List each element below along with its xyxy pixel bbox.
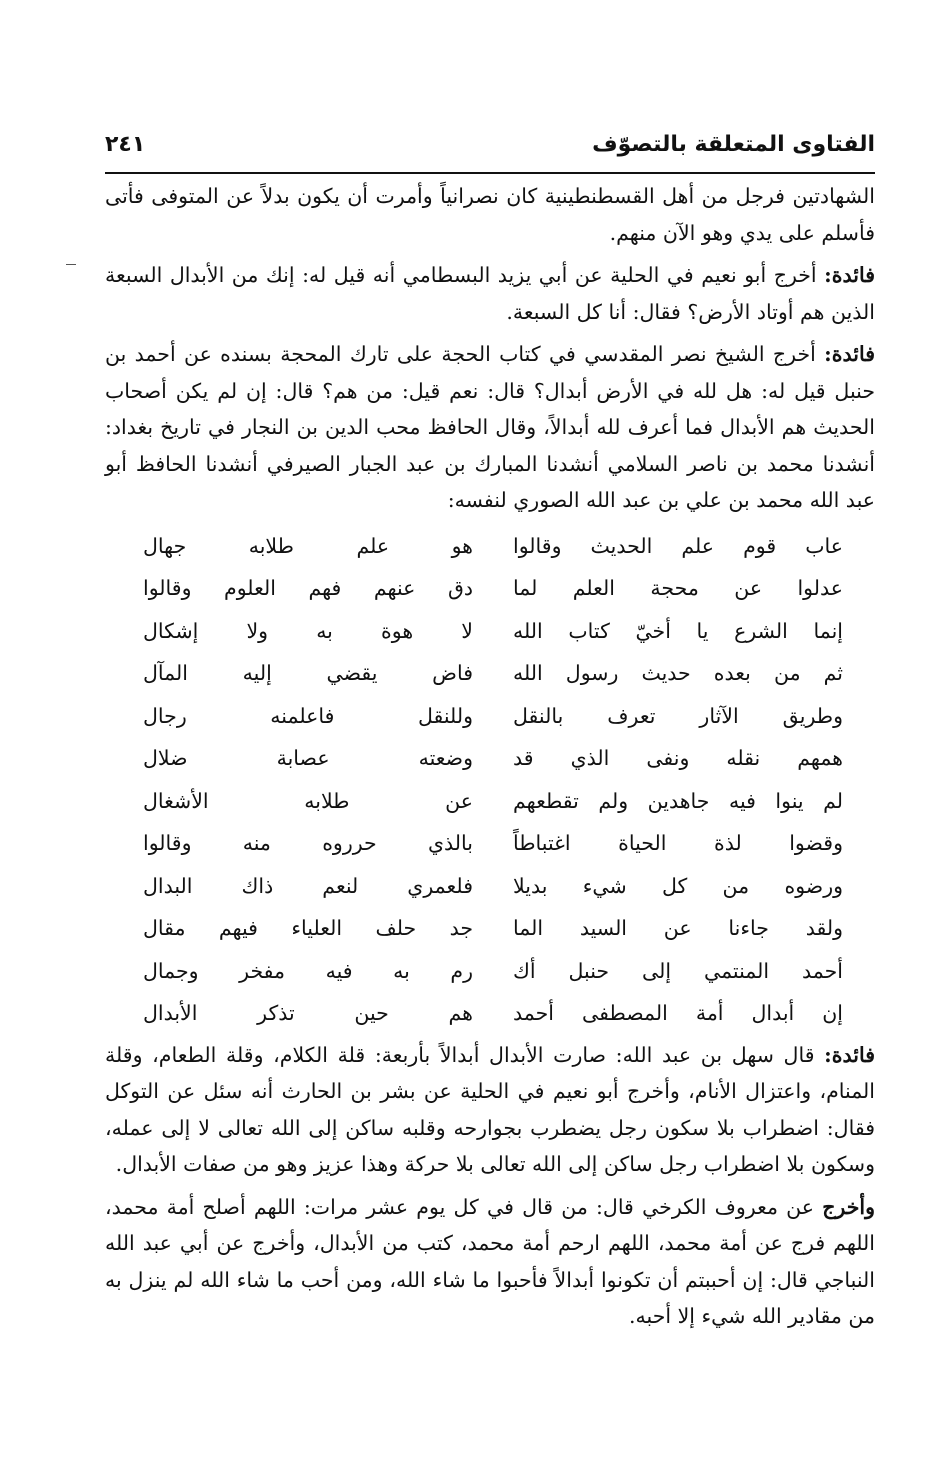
paragraph-karkhi — [105, 1189, 875, 1335]
page-body — [105, 178, 875, 1341]
verse-second-half: لا هوة به ولا إشكال — [143, 618, 473, 643]
page-number: ٢٤١ — [105, 132, 146, 157]
paragraph-text: الشهادتين فرجل من أهل القسطنطينية كان نصرانياً وأمرت أن يكون بدلاً عن المتوفى فأتى فأسلم على يدي وهو الآن منهم. — [105, 184, 875, 245]
verse-second-half: فلعمري لنعم ذاك البدال — [143, 873, 473, 898]
header-rule — [105, 172, 875, 174]
verse-second-half: هو علم طلابه جهال — [143, 533, 473, 558]
verse-first-half: وقضوا لذة الحياة اغتباطاً — [513, 831, 843, 855]
verse-first-half: لم ينوا فيه جاهدين ولم تقطعهم — [513, 788, 843, 813]
note-label: فائدة: — [824, 342, 875, 366]
verse-first-half: عدلوا عن محجة العلم لما — [513, 576, 843, 600]
header-title: الفتاوى المتعلقة بالتصوّف — [592, 132, 875, 157]
paragraph-text: قال سهل بن عبد الله: صارت الأبدال أبدالاً بأربعة: قلة الكلام، وقلة الطعام، وقلة المنام، واعتزال الأنام، وأخرج أبو نعيم في الحلية عن بشر بن الحارث أنه سئل عن التوكل فقال: اضطراب بلا سكون رجل يضطرب بجوارحه وقلبه ساكن إلى الله تعالى لا إلى عمله، وسكون بلا اضطراب رجل ساكن إلى الله تعالى بلا حركة وهذا عزيز وهو من صفات الأبدال. — [105, 1042, 875, 1176]
verse-second-half: عن طلابه الأشغال — [143, 788, 473, 813]
verse-second-half: جد حلف العلياء فيهم مقال — [143, 916, 473, 940]
verse-first-half: إنما الشرع يا أخيّ كتاب الله — [513, 618, 843, 643]
paragraph-note-maqdisi — [105, 336, 875, 519]
poem-verse — [105, 525, 875, 568]
verse-first-half: أحمد المنتمي إلى حنبل أك — [513, 958, 843, 983]
verse-second-half: دق عنهم فهم العلوم وقالوا — [143, 576, 473, 600]
paragraph-text: عن معروف الكرخي قال: من قال في كل يوم عشر مرات: اللهم أصلح أمة محمد، اللهم فرج عن أمة محمد، اللهم ارحم أمة محمد، كتب من الأبدال، وأخرج عن أبي عبد الله النباجي قال: إن أحببتم أن تكونوا أبدالاً فأحبوا ما شاء الله، ومن أحب ما شاء الله لم ينزل به من مقادير الله شيء إلا أحبه. — [105, 1194, 875, 1328]
poem-verse — [105, 822, 875, 865]
verse-second-half: وضعته عصابة ضلال — [143, 746, 473, 770]
verse-first-half: همهم نقله ونفى الذي قد — [513, 746, 843, 770]
verse-first-half: وطريق الآثار تعرف بالنقل — [513, 703, 843, 728]
poem-verse — [105, 992, 875, 1035]
poem-verse — [105, 737, 875, 780]
poem-verse — [105, 950, 875, 993]
poem-verse — [105, 865, 875, 908]
verse-first-half: عاب قوم علم الحديث وقالوا — [513, 533, 843, 558]
verse-second-half: بالذي حرروه منه وقالوا — [143, 831, 473, 855]
note-label: وأخرج — [822, 1194, 875, 1219]
poem-verse — [105, 907, 875, 950]
verse-first-half: إن أبدال أمة المصطفى أحمد — [513, 1001, 843, 1025]
poem-verse — [105, 610, 875, 653]
verse-second-half: هم حين تذكر الأبدال — [143, 1001, 473, 1025]
margin-mark — [66, 264, 76, 265]
paragraph-note-sahl — [105, 1037, 875, 1183]
verse-first-half: ورضوه من كل شيء بديلا — [513, 873, 843, 898]
poem-verse — [105, 780, 875, 823]
poem-verse — [105, 652, 875, 695]
note-label: فائدة: — [824, 1042, 875, 1067]
verse-second-half: وللنقل فاعلمنه رجال — [143, 703, 473, 728]
note-label: فائدة: — [824, 263, 875, 287]
poem-verse — [105, 695, 875, 738]
running-header — [105, 128, 875, 168]
verse-second-half: فاض يقضي إليه المآل — [143, 661, 473, 685]
verse-second-half: رم به فيه مفخر وجمال — [143, 958, 473, 983]
verse-first-half: ثم من بعده حديث رسول الله — [513, 661, 843, 685]
poem-verse — [105, 567, 875, 610]
paragraph-text: أخرج أبو نعيم في الحلية عن أبي يزيد البسطامي أنه قيل له: إنك من الأبدال السبعة الذين هم أوتاد الأرض؟ فقال: أنا كل السبعة. — [105, 263, 875, 324]
poem — [105, 525, 875, 1035]
verse-first-half: ولقد جاءنا عن السيد الما — [513, 916, 843, 940]
paragraph-text: أخرج الشيخ نصر المقدسي في كتاب الحجة على تارك المحجة بسنده عن أحمد بن حنبل قيل له: هل لله في الأرض أبدال؟ قال: نعم قيل: من هم؟ قال: إن لم يكن أصحاب الحديث هم الأبدال فما أعرف لله أبدالاً، وقال الحافظ محب الدين بن النجار في تاريخ بغداد: أنشدنا محمد بن ناصر السلامي أنشدنا المبارك بن عبد الجبار الصيرفي أنشدنا الحافظ أبو عبد الله محمد بن علي بن عبد الله الصوري لنفسه: — [105, 342, 875, 512]
paragraph-note-bastami — [105, 257, 875, 330]
paragraph-continuation — [105, 178, 875, 251]
